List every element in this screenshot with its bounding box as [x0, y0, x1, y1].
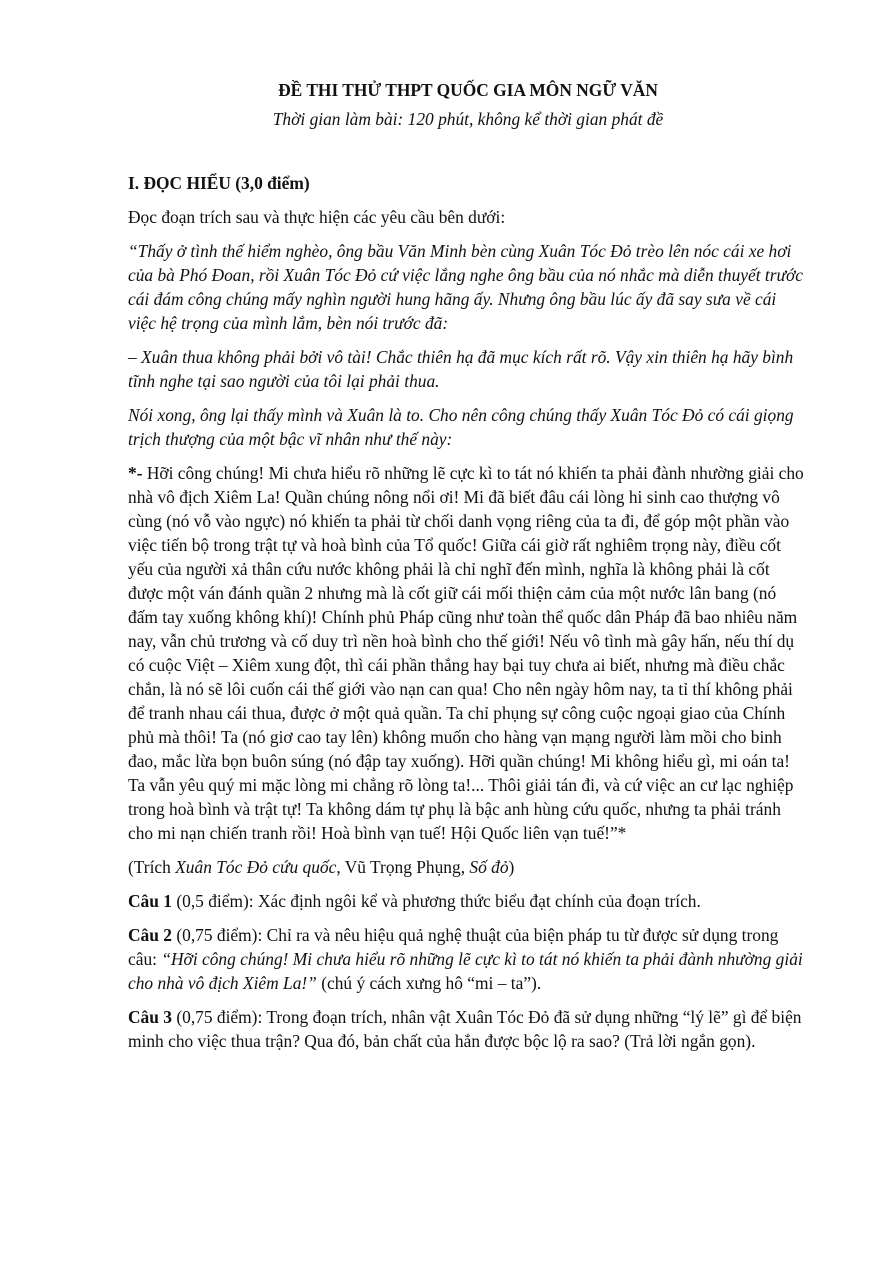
question-3-label: Câu 3 [128, 1007, 172, 1027]
source-book: Số đỏ [469, 857, 509, 877]
section-heading: I. ĐỌC HIỂU (3,0 điểm) [128, 173, 310, 193]
question-3 [128, 1005, 808, 1053]
speech-marker: *- [128, 463, 143, 483]
exam-subtitle: Thời gian làm bài: 120 phút, không kể thời gian phát đề [272, 109, 664, 129]
instruction-text: Đọc đoạn trích sau và thực hiện các yêu cầu bên dưới: [128, 207, 506, 227]
question-2-label: Câu 2 [128, 925, 172, 945]
question-2 [128, 923, 808, 995]
question-2-text: (0,75 điểm): Chỉ ra và nêu hiệu quả nghệ thuật của biện pháp tu từ được sử dụng trong câu: [128, 925, 779, 969]
source-prefix: (Trích [128, 857, 176, 877]
passage-paragraph-1: “Thấy ở tình thế hiểm nghèo, ông bầu Văn Minh bèn cùng Xuân Tóc Đỏ trèo lên nóc cái xe hơi của bà Phó Đoan, rồi Xuân Tóc Đỏ cứ việc lắng nghe ông bầu của nó nhắc mà diễn thuyết trước cái đám công chúng mấy nghìn người hung hãng ấy. Nhưng ông bầu lúc ấy đã say sưa về cái việc hệ trọng của mình lắm, bèn nói trước đã: [128, 241, 803, 333]
source-suffix: ) [508, 857, 515, 877]
passage-paragraph-3: Nói xong, ông lại thấy mình và Xuân là to. Cho nên công chúng thấy Xuân Tóc Đỏ có cái giọng trịch thượng của một bậc vĩ nhân như thế này: [128, 405, 794, 449]
question-2-quote: “Hỡi công chúng! Mi chưa hiểu rõ những lẽ cực kì to tát nó khiến ta phải đành nhường giải cho nhà vô địch Xiêm La!” [128, 949, 803, 993]
question-1-label: Câu 1 [128, 891, 172, 911]
document-page [128, 78, 808, 1063]
source-author: , Vũ Trọng Phụng, [336, 857, 470, 877]
question-1-text: (0,5 điểm): Xác định ngôi kể và phương thức biểu đạt chính của đoạn trích. [171, 891, 701, 911]
question-2-tail: (chú ý cách xưng hô “mi – ta”). [316, 973, 542, 993]
passage-paragraph-2: – Xuân thua không phải bởi vô tài! Chắc thiên hạ đã mục kích rất rõ. Vậy xin thiên hạ hãy bình tĩnh nghe tại sao người của tôi lại phải thua. [128, 347, 794, 391]
exam-title: ĐỀ THI THỬ THPT QUỐC GIA MÔN NGỮ VĂN [278, 80, 658, 100]
speech-paragraph [128, 461, 808, 845]
question-3-text: (0,75 điểm): Trong đoạn trích, nhân vật Xuân Tóc Đỏ đã sử dụng những “lý lẽ” gì để biện minh cho việc thua trận? Qua đó, bản chất của hắn được bộc lộ ra sao? (Trả lời ngắn gọn). [128, 1007, 802, 1051]
speech-text: Hỡi công chúng! Mi chưa hiểu rõ những lẽ cực kì to tát nó khiến ta phải đành nhường giải cho nhà vô địch Xiêm La! Quần chúng nông nổi ơi! Mi đã biết đâu cái lòng hi sinh cao thượng vô cùng (nó vỗ vào ngực) nó khiến ta phải từ chối danh vọng riêng của ta đi, để góp một phần vào việc tiến bộ trong trật tự và hoà bình của Tổ quốc! Giữa cái giờ rất nghiêm trọng này, điều cốt yếu của người xả thân cứu nước không phải là chỉ nghĩ đến mình, nghĩa là không phải là cốt được một ván đánh quần 2 nhưng mà là cốt giữ cái mối thiện cảm của một nước lân bang (nó đấm tay xuống không khí)! Chính phủ Pháp cũng như toàn thể quốc dân Pháp đã bao nhiêu năm nay, vẫn chủ trương và cố duy trì nền hoà bình cho thế giới! Nếu vô tình mà gây hấn, nếu thí dụ có cuộc Việt – Xiêm xung đột, thì cái phần thắng hay bại tuy chưa ai biết, nhưng mà điều chắc chắn, là nó sẽ lôi cuốn cái thế giới vào nạn can qua! Cho nên ngày hôm nay, ta tỉ thí không phải để tranh nhau cái thua, được ở một quả quần. Ta chỉ phụng sự công cuộc ngoại giao của Chính phủ mà thôi! Ta (nó giơ cao tay lên) không muốn cho hàng vạn mạng người làm mồi cho binh đao, mắc lừa bọn buôn súng (nó đập tay xuống). Hỡi quần chúng! Mi không hiểu gì, mi oán ta! Ta vẫn yêu quý mi mặc lòng mi chẳng rõ lòng ta!... Thôi giải tán đi, và cứ việc an cư lạc nghiệp trong hoà bình và trật tự! Ta không dám tự phụ là bậc anh hùng cứu quốc, nhưng ta phải tránh cho mi nạn chiến tranh rồi! Hoà bình vạn tuế! Hội Quốc liên vạn tuế!”* [128, 463, 804, 843]
source-citation [128, 855, 808, 879]
source-title: Xuân Tóc Đỏ cứu quốc [175, 857, 337, 877]
question-1 [128, 889, 808, 913]
